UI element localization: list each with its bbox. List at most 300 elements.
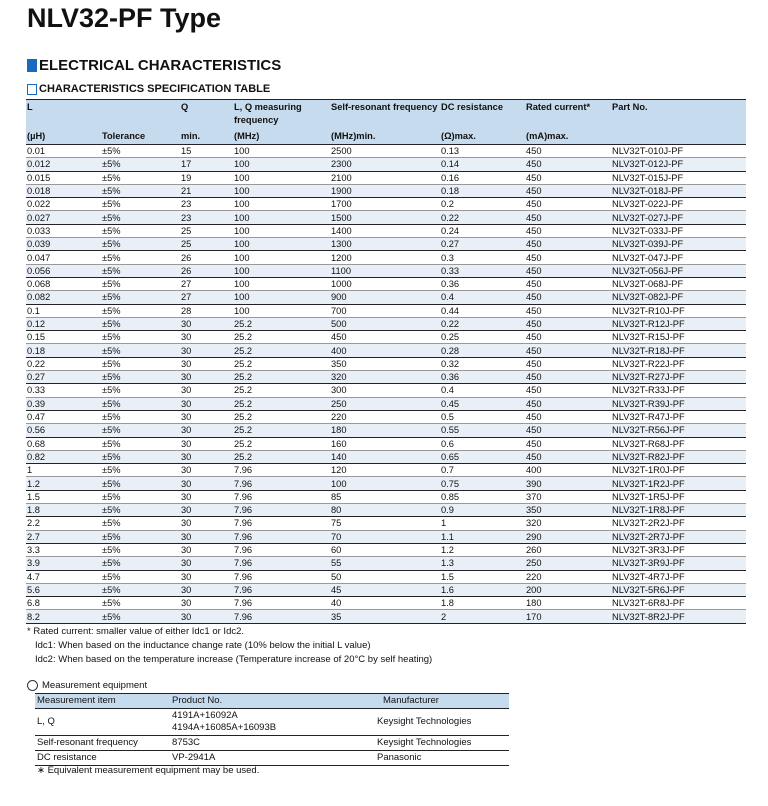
table-cell: 1000 [330, 277, 440, 290]
header-cell: min. [180, 129, 233, 145]
table-cell: 0.056 [26, 264, 101, 277]
table-cell: 19 [180, 171, 233, 184]
table-cell: 0.68 [26, 437, 101, 450]
table-cell: 5.6 [26, 583, 101, 596]
table-cell: NLV32T-5R6J-PF [611, 583, 746, 596]
table-cell: 450 [525, 211, 611, 224]
table-cell: 0.47 [26, 410, 101, 423]
table-cell: 450 [525, 437, 611, 450]
table-cell: 35 [330, 610, 440, 623]
table-row [26, 264, 746, 277]
table-cell: 0.018 [26, 184, 101, 197]
table-row [26, 317, 746, 330]
table-cell: 30 [180, 597, 233, 610]
table-cell: 320 [330, 371, 440, 384]
table-cell: ±5% [101, 171, 180, 184]
table-cell: 25.2 [233, 344, 330, 357]
table-cell: 30 [180, 371, 233, 384]
table-cell: 1700 [330, 198, 440, 211]
table-cell: NLV32T-1R0J-PF [611, 464, 746, 477]
table-cell: 2100 [330, 171, 440, 184]
table-cell: NLV32T-068J-PF [611, 277, 746, 290]
table-cell: 0.082 [26, 291, 101, 304]
table-cell: 1.6 [440, 583, 525, 596]
table-cell: 450 [525, 317, 611, 330]
table-cell: 100 [330, 477, 440, 490]
table-cell: 2500 [330, 145, 440, 158]
note: Idc2: When based on the temperature increase (Temperature increase of 20°C by self heating) [35, 654, 433, 665]
table-cell: ±5% [101, 344, 180, 357]
table-cell: ±5% [101, 224, 180, 237]
table-cell: 300 [330, 384, 440, 397]
table-row [26, 504, 746, 517]
table-cell: NLV32T-R10J-PF [611, 304, 746, 317]
table-cell: 450 [525, 198, 611, 211]
table-cell: 0.1 [26, 304, 101, 317]
equipment-heading [27, 680, 147, 691]
table-cell: 1400 [330, 224, 440, 237]
table-cell: 0.027 [26, 211, 101, 224]
table-cell: Self-resonant frequency [35, 736, 170, 751]
table-cell: 75 [330, 517, 440, 530]
table-cell: NLV32T-R56J-PF [611, 424, 746, 437]
notes [27, 625, 432, 667]
header-cell [611, 129, 746, 145]
table-cell: NLV32T-3R9J-PF [611, 557, 746, 570]
table-cell: 220 [525, 570, 611, 583]
table-cell: 100 [233, 198, 330, 211]
table-cell: NLV32T-4R7J-PF [611, 570, 746, 583]
table-cell: NLV32T-012J-PF [611, 158, 746, 171]
table-cell: 25.2 [233, 371, 330, 384]
table-cell: 0.25 [440, 331, 525, 344]
table-cell: 30 [180, 530, 233, 543]
table-row [26, 158, 746, 171]
table-cell: ±5% [101, 397, 180, 410]
header-cell: Manufacturer [375, 694, 509, 709]
table-cell: 0.15 [26, 331, 101, 344]
table-cell: 0.4 [440, 384, 525, 397]
table-cell: 0.12 [26, 317, 101, 330]
table-cell: 0.39 [26, 397, 101, 410]
table-cell: 0.7 [440, 464, 525, 477]
table-cell: ±5% [101, 517, 180, 530]
table-cell: 21 [180, 184, 233, 197]
table-cell: 100 [233, 277, 330, 290]
table-cell: 1100 [330, 264, 440, 277]
table-cell: 1900 [330, 184, 440, 197]
table-cell: ±5% [101, 450, 180, 463]
table-row [26, 145, 746, 158]
table-cell: NLV32T-R15J-PF [611, 331, 746, 344]
header-cell: Rated current* [525, 100, 611, 130]
table-cell: ±5% [101, 371, 180, 384]
table-cell: 250 [525, 557, 611, 570]
table-cell: 0.33 [440, 264, 525, 277]
equipment-table [35, 693, 509, 766]
table-cell: DC resistance [35, 751, 170, 766]
table-cell: 0.3 [440, 251, 525, 264]
table-cell: 25 [180, 224, 233, 237]
table-cell: 0.36 [440, 277, 525, 290]
table-cell: 450 [525, 145, 611, 158]
subsection-heading [27, 83, 270, 95]
table-cell: 450 [525, 397, 611, 410]
table-cell: 30 [180, 490, 233, 503]
table-row [26, 570, 746, 583]
table-cell: 450 [525, 291, 611, 304]
table-cell: 4.7 [26, 570, 101, 583]
table-cell: 0.22 [440, 317, 525, 330]
table-cell: 100 [233, 238, 330, 251]
table-cell: NLV32T-010J-PF [611, 145, 746, 158]
table-cell: 30 [180, 610, 233, 623]
table-cell: 1300 [330, 238, 440, 251]
table-cell: 0.22 [440, 211, 525, 224]
table-row [26, 517, 746, 530]
table-cell: 700 [330, 304, 440, 317]
table-cell: 30 [180, 384, 233, 397]
table-cell: 0.75 [440, 477, 525, 490]
table-row [26, 238, 746, 251]
table-cell: 450 [525, 277, 611, 290]
table-cell: 7.96 [233, 517, 330, 530]
table-row [35, 709, 509, 736]
table-cell: NLV32T-1R8J-PF [611, 504, 746, 517]
table-cell: NLV32T-039J-PF [611, 238, 746, 251]
table-cell: 1.2 [26, 477, 101, 490]
table-cell: 0.039 [26, 238, 101, 251]
table-cell: 1.5 [440, 570, 525, 583]
table-cell: 30 [180, 464, 233, 477]
table-cell: NLV32T-R33J-PF [611, 384, 746, 397]
table-cell: 390 [525, 477, 611, 490]
header-cell: Self-resonant frequency [330, 100, 440, 130]
table-cell: 100 [233, 291, 330, 304]
table-cell: 30 [180, 344, 233, 357]
table-cell: 25.2 [233, 410, 330, 423]
table-cell: 30 [180, 317, 233, 330]
table-cell: 3.3 [26, 543, 101, 556]
table-cell: 26 [180, 251, 233, 264]
table-cell: 80 [330, 504, 440, 517]
table-cell: 0.27 [440, 238, 525, 251]
table-cell: 0.015 [26, 171, 101, 184]
table-cell: 30 [180, 543, 233, 556]
header-cell: Product No. [170, 694, 375, 709]
equipment-title: Measurement equipment [42, 680, 148, 691]
table-cell: 7.96 [233, 464, 330, 477]
table-cell: 0.14 [440, 158, 525, 171]
table-cell: NLV32T-R22J-PF [611, 357, 746, 370]
header-cell: (MHz)min. [330, 129, 440, 145]
table-cell: 2300 [330, 158, 440, 171]
table-cell: 1 [26, 464, 101, 477]
table-cell: 15 [180, 145, 233, 158]
table-cell: NLV32T-R39J-PF [611, 397, 746, 410]
table-cell: 0.6 [440, 437, 525, 450]
table-cell: VP-2941A [170, 751, 375, 766]
table-cell: ±5% [101, 251, 180, 264]
table-cell: Keysight Technologies [375, 709, 509, 736]
table-cell: 7.96 [233, 570, 330, 583]
table-cell: 0.36 [440, 371, 525, 384]
table-cell: 450 [330, 331, 440, 344]
table-row [26, 610, 746, 623]
table-cell: 0.82 [26, 450, 101, 463]
table-cell: 7.96 [233, 477, 330, 490]
table-cell: 2.2 [26, 517, 101, 530]
table-cell: 23 [180, 198, 233, 211]
header-row-top [26, 100, 746, 130]
table-cell: 1.3 [440, 557, 525, 570]
table-cell: 450 [525, 251, 611, 264]
table-row [26, 437, 746, 450]
table-row [26, 477, 746, 490]
note: Idc1: When based on the inductance change rate (10% below the initial L value) [35, 640, 371, 651]
table-cell: ±5% [101, 238, 180, 251]
table-row [26, 198, 746, 211]
table-cell: NLV32T-R18J-PF [611, 344, 746, 357]
table-cell: ±5% [101, 198, 180, 211]
table-cell: 0.22 [26, 357, 101, 370]
subsection-label: CHARACTERISTICS SPECIFICATION TABLE [39, 83, 271, 95]
table-cell: 23 [180, 211, 233, 224]
table-cell: NLV32T-R47J-PF [611, 410, 746, 423]
table-cell: 0.022 [26, 198, 101, 211]
table-cell: 100 [233, 184, 330, 197]
table-cell: 1.8 [26, 504, 101, 517]
table-cell: 1200 [330, 251, 440, 264]
table-cell: 450 [525, 357, 611, 370]
outline-square-icon [27, 84, 37, 95]
table-cell: 450 [525, 158, 611, 171]
table-cell: 180 [330, 424, 440, 437]
table-cell: 100 [233, 264, 330, 277]
table-cell: ±5% [101, 570, 180, 583]
header-cell: Tolerance [101, 129, 180, 145]
table-row [26, 597, 746, 610]
table-cell: ±5% [101, 464, 180, 477]
table-cell: Keysight Technologies [375, 736, 509, 751]
table-cell: 8753C [170, 736, 375, 751]
table-cell: ±5% [101, 158, 180, 171]
table-cell: 0.047 [26, 251, 101, 264]
table-cell: Panasonic [375, 751, 509, 766]
header-cell: (mA)max. [525, 129, 611, 145]
table-cell: 30 [180, 410, 233, 423]
table-cell: NLV32T-2R7J-PF [611, 530, 746, 543]
table-cell: 30 [180, 450, 233, 463]
table-cell: ±5% [101, 583, 180, 596]
table-cell: 0.01 [26, 145, 101, 158]
table-cell: 0.033 [26, 224, 101, 237]
table-cell: 1.5 [26, 490, 101, 503]
table-cell: NLV32T-033J-PF [611, 224, 746, 237]
table-cell: 8.2 [26, 610, 101, 623]
table-cell: 0.18 [26, 344, 101, 357]
table-cell: 30 [180, 424, 233, 437]
table-cell: 1 [440, 517, 525, 530]
filled-square-icon [27, 59, 37, 72]
table-cell: 100 [233, 224, 330, 237]
table-cell: ±5% [101, 597, 180, 610]
header-cell [101, 100, 180, 130]
table-cell: NLV32T-R12J-PF [611, 317, 746, 330]
table-cell: NLV32T-056J-PF [611, 264, 746, 277]
table-cell: 55 [330, 557, 440, 570]
table-row [26, 450, 746, 463]
table-row [26, 464, 746, 477]
table-cell: 500 [330, 317, 440, 330]
table-cell: 100 [233, 211, 330, 224]
table-cell: 450 [525, 224, 611, 237]
table-cell: 0.2 [440, 198, 525, 211]
table-cell: 100 [233, 145, 330, 158]
table-cell: 0.44 [440, 304, 525, 317]
header-cell: L [26, 100, 101, 130]
table-cell: 350 [330, 357, 440, 370]
table-cell: 25.2 [233, 357, 330, 370]
table-cell: ±5% [101, 490, 180, 503]
table-cell: 1500 [330, 211, 440, 224]
table-cell: NLV32T-082J-PF [611, 291, 746, 304]
circle-icon [27, 680, 38, 691]
table-row [26, 211, 746, 224]
table-cell: 7.96 [233, 583, 330, 596]
table-cell: 2 [440, 610, 525, 623]
table-row [26, 371, 746, 384]
table-cell: 450 [525, 264, 611, 277]
table-cell: 100 [233, 171, 330, 184]
table-cell: NLV32T-3R3J-PF [611, 543, 746, 556]
table-cell: 0.068 [26, 277, 101, 290]
table-cell: 30 [180, 504, 233, 517]
table-cell: 25.2 [233, 424, 330, 437]
table-cell: 26 [180, 264, 233, 277]
table-cell: 0.24 [440, 224, 525, 237]
table-cell: 0.27 [26, 371, 101, 384]
table-cell: ±5% [101, 477, 180, 490]
table-row [26, 224, 746, 237]
table-cell: 6.8 [26, 597, 101, 610]
table-cell: 7.96 [233, 610, 330, 623]
table-cell: 450 [525, 304, 611, 317]
table-cell: ±5% [101, 530, 180, 543]
table-cell: 30 [180, 357, 233, 370]
table-cell: 370 [525, 490, 611, 503]
table-cell: 450 [525, 331, 611, 344]
table-cell: 450 [525, 344, 611, 357]
table-cell: 290 [525, 530, 611, 543]
table-row [26, 304, 746, 317]
table-cell: 250 [330, 397, 440, 410]
table-cell: 400 [330, 344, 440, 357]
table-cell: 0.9 [440, 504, 525, 517]
header-cell: DC resistance [440, 100, 525, 130]
table-cell: 450 [525, 371, 611, 384]
table-row [26, 583, 746, 596]
table-cell: 100 [233, 251, 330, 264]
table-cell: NLV32T-R27J-PF [611, 371, 746, 384]
section-heading [27, 57, 281, 74]
header-cell: Measurement item [35, 694, 170, 709]
table-cell: NLV32T-8R2J-PF [611, 610, 746, 623]
table-cell: ±5% [101, 543, 180, 556]
table-row [26, 410, 746, 423]
table-cell: 30 [180, 517, 233, 530]
table-cell: 3.9 [26, 557, 101, 570]
table-cell: ±5% [101, 437, 180, 450]
table-cell: 170 [525, 610, 611, 623]
table-cell: 0.85 [440, 490, 525, 503]
header-cell: Q [180, 100, 233, 130]
table-cell: 450 [525, 410, 611, 423]
table-cell: 30 [180, 397, 233, 410]
table-cell: 450 [525, 171, 611, 184]
table-cell: 25.2 [233, 397, 330, 410]
table-cell: 50 [330, 570, 440, 583]
table-cell: NLV32T-6R8J-PF [611, 597, 746, 610]
table-cell: ±5% [101, 410, 180, 423]
table-cell: 25.2 [233, 384, 330, 397]
table-cell: 450 [525, 424, 611, 437]
table-cell: 350 [525, 504, 611, 517]
table-row [26, 331, 746, 344]
table-row [35, 751, 509, 766]
table-cell: NLV32T-022J-PF [611, 198, 746, 211]
equipment-footnote: ∗ Equivalent measurement equipment may be used. [37, 765, 260, 776]
table-cell: 7.96 [233, 530, 330, 543]
table-cell: 450 [525, 238, 611, 251]
table-cell: ±5% [101, 357, 180, 370]
table-row [26, 557, 746, 570]
table-cell: 4191A+16092A 4194A+16085A+16093B [170, 709, 375, 736]
table-cell: 45 [330, 583, 440, 596]
table-cell: 30 [180, 477, 233, 490]
table-cell: 30 [180, 331, 233, 344]
table-cell: ±5% [101, 184, 180, 197]
table-cell: 140 [330, 450, 440, 463]
table-cell: 0.45 [440, 397, 525, 410]
table-row [26, 490, 746, 503]
table-cell: 220 [330, 410, 440, 423]
header-row-bottom [26, 129, 746, 145]
table-cell: ±5% [101, 504, 180, 517]
header-cell: L, Q measuring frequency [233, 100, 330, 130]
note: * Rated current: smaller value of either Idc1 or Idc2. [27, 626, 245, 637]
table-cell: 7.96 [233, 557, 330, 570]
table-cell: 60 [330, 543, 440, 556]
header-cell: (µH) [26, 129, 101, 145]
table-cell: ±5% [101, 211, 180, 224]
table-cell: 25.2 [233, 450, 330, 463]
table-cell: 450 [525, 450, 611, 463]
table-cell: 30 [180, 570, 233, 583]
table-cell: 25.2 [233, 437, 330, 450]
table-cell: ±5% [101, 331, 180, 344]
table-cell: 25.2 [233, 331, 330, 344]
table-row [26, 530, 746, 543]
table-cell: 0.28 [440, 344, 525, 357]
table-row [26, 543, 746, 556]
table-cell: ±5% [101, 424, 180, 437]
table-cell: 7.96 [233, 504, 330, 517]
table-row [35, 736, 509, 751]
table-cell: 320 [525, 517, 611, 530]
table-cell: 0.13 [440, 145, 525, 158]
table-cell: 70 [330, 530, 440, 543]
